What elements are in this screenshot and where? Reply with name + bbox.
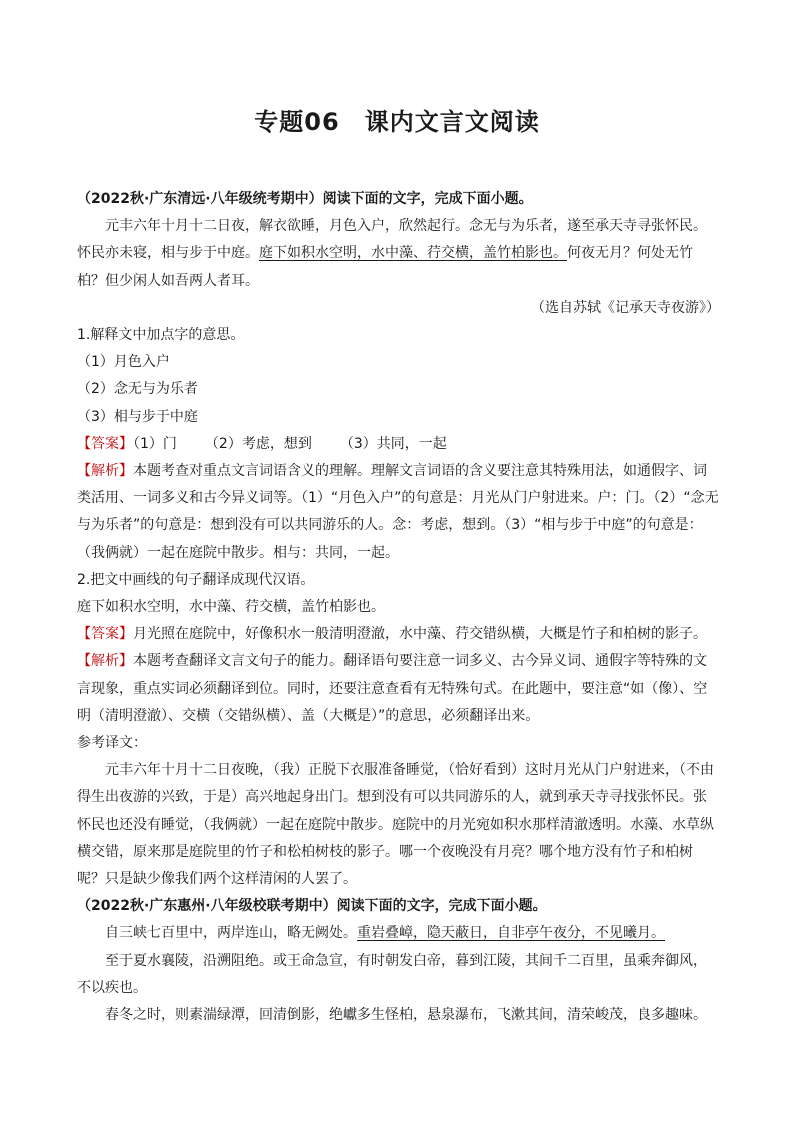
passage-text: 自三峡七百里中，两岸连山，略无阙处。	[105, 925, 357, 942]
question-1-item: （1）月色入户	[77, 354, 170, 371]
analysis-text: 本题考查翻译文言文句子的能力。翻译语句要注意一词多义、古今异义词、通假字等特殊的文言现象，重点实词必须翻译到位。同时，还要注意查看有无特殊句式。在此题中，要注意“如（像）、空明（清明澄澈）、交横（交错纵横）、盖（大概是）”的意思，必须翻译出来。	[77, 653, 708, 724]
question-1: 1.解释文中加点字的意思。	[77, 327, 245, 344]
answer-tag: 【答案】	[77, 626, 133, 643]
reference-translation: 元丰六年十月十二日夜晚，（我）正脱下衣服准备睡觉，（恰好看到）这时月光从门户射进来，（不由得生出夜游的兴致，于是）高兴地起身出门。想到没有可以共同游乐的人，就到承天寺寻找张怀民。张怀民也还没有睡觉，（我俩就）一起在庭院中散步。庭院中的月光宛如积水那样清澈透明。水藻、水草纵横交错，原来那是庭院里的竹子和松柏树枝的影子。哪一个夜晚没有月亮？哪个地方没有竹子和柏树呢？只是缺少像我们两个这样清闲的人罢了。	[77, 762, 714, 888]
page-title: 专题06 课内文言文阅读	[254, 108, 540, 136]
answer-part: （3）共同，一起	[339, 435, 447, 452]
passage-text: 元丰六年十月十二日夜，解衣欲睡，月色入户，欣然起行。念无与为乐者，遂至承天寺寻张怀民。怀民亦未寝，相与步于中庭。	[77, 218, 707, 262]
section1-passage	[77, 213, 720, 295]
answer-part: （1）门	[133, 435, 177, 452]
underlined-sentence: 重岩叠嶂，隐天蔽日，自非亭午夜分，不见曦月。	[357, 925, 665, 942]
question-2-analysis	[77, 648, 720, 730]
question-1-item: （2）念无与为乐者	[77, 381, 198, 398]
question-1-answer	[77, 431, 720, 458]
question-1-analysis	[77, 458, 720, 567]
section2-paragraph: 至于夏水襄陵，沿溯阻绝。或王命急宣，有时朝发白帝，暮到江陵，其间千二百里，虽乘奔御风，不以疾也。	[77, 952, 707, 996]
reference-label: 参考译文：	[77, 735, 147, 752]
question-1-item: （3）相与步于中庭	[77, 408, 198, 425]
answer-part: （2）考虑，想到	[204, 435, 312, 452]
answer-text: 月光照在庭院中，好像积水一般清明澄澈，水中藻、荇交错纵横，大概是竹子和柏树的影子。	[133, 626, 707, 643]
analysis-tag: 【解析】	[77, 463, 133, 480]
question-2-sentence: 庭下如积水空明，水中藻、荇交横，盖竹柏影也。	[77, 599, 385, 616]
section2-header: （2022秋·广东惠州·八年级校联考期中）阅读下面的文字，完成下面小题。	[77, 898, 547, 915]
analysis-tag: 【解析】	[77, 653, 133, 670]
question-2-answer	[77, 621, 720, 648]
passage-text-end: 何夜无月？何处无竹柏？但少闲人如吾两人者耳。	[77, 245, 693, 289]
document-body	[77, 186, 720, 1029]
passage-source: （选自苏轼《记承天寺夜游》）	[531, 299, 720, 316]
section2-paragraph	[77, 920, 720, 947]
section2-paragraph: 春冬之时，则素湍绿潭，回清倒影，绝巘多生怪柏，悬泉瀑布，飞漱其间，清荣峻茂，良多趣味。	[105, 1007, 707, 1024]
answer-tag: 【答案】	[77, 435, 133, 452]
underlined-sentence: 庭下如积水空明，水中藻、荇交横，盖竹柏影也。	[259, 245, 567, 262]
analysis-text: 本题考查对重点文言词语含义的理解。理解文言词语的含义要注意其特殊用法，如通假字、词类活用、一词多义和古今异义词等。（1）“月色入户”的句意是：月光从门户射进来。户：门。（2）“念无与为乐者”的句意是：想到没有可以共同游乐的人。念：考虑，想到。（3）“相与步于中庭”的句意是：（我俩就）一起在庭院中散步。相与：共同，一起。	[77, 463, 719, 561]
section1-header: （2022秋·广东清远·八年级统考期中）阅读下面的文字，完成下面小题。	[77, 191, 533, 207]
question-2: 2.把文中画线的句子翻译成现代汉语。	[77, 571, 315, 588]
